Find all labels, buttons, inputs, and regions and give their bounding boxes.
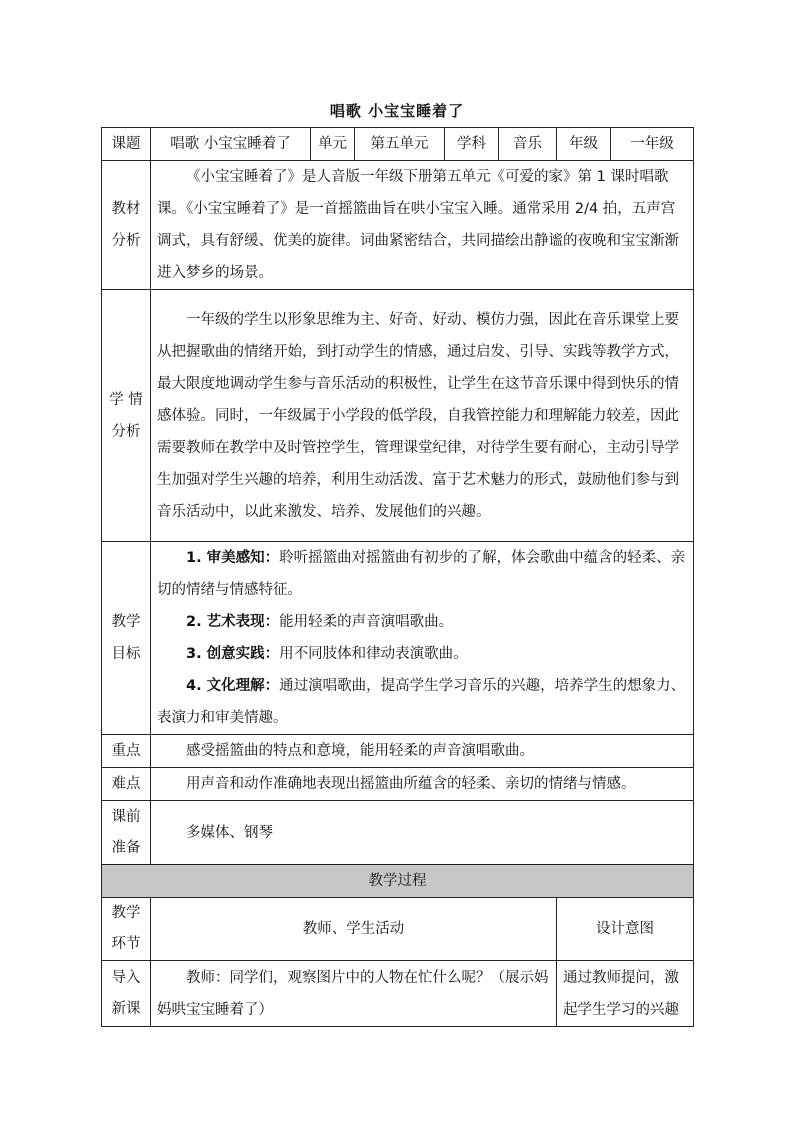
textbook-analysis-text: 《小宝宝睡着了》是人音版一年级下册第五单元《可爱的家》第 1 课时唱歌课。《小宝宝睡着了》是一首摇篮曲旨在哄小宝宝入睡。通常采用 2/4 拍，五声宫调式，具有舒缓、优美的旋律。词曲紧密结合，共同描绘出静谧的夜晚和宝宝渐渐进入梦乡的场景。 <box>151 161 694 290</box>
process-stage-header-line2: 环节 <box>111 936 141 952</box>
objective-text: 聆听摇篮曲对摇篮曲有初步的了解，体会歌曲中蕴含的轻柔、亲切的情绪与情感特征。 <box>157 550 686 598</box>
preparation-label-line2: 准备 <box>111 839 141 856</box>
lesson-plan-table <box>101 127 694 1027</box>
key-point-text: 感受摇篮曲的特点和意境，能用轻柔的声音演唱歌曲。 <box>151 735 694 768</box>
objectives-label <box>102 542 151 735</box>
textbook-analysis-label <box>102 161 151 290</box>
preparation-row <box>102 801 694 865</box>
objective-heading: 1. 审美感知： <box>186 550 280 566</box>
process-intent: 通过教师提问，激起学生学习的兴趣 <box>557 961 694 1027</box>
objective-item <box>157 670 687 734</box>
objective-item <box>157 638 687 670</box>
objective-text: 通过演唱歌曲，提高学生学习音乐的兴趣，培养学生的想象力、表演力和审美情趣。 <box>157 678 686 726</box>
key-point-label: 重点 <box>102 735 151 768</box>
objective-heading: 3. 创意实践： <box>186 646 280 662</box>
process-header-row <box>102 865 694 898</box>
textbook-analysis-label-line2: 分析 <box>111 233 141 249</box>
difficulty-text: 用声音和动作准确地表现出摇篮曲所蕴含的轻柔、亲切的情绪与情感。 <box>151 768 694 801</box>
process-stage-header-line1: 教学 <box>111 905 141 921</box>
process-stage-line1: 导入 <box>111 969 141 986</box>
student-analysis-row <box>102 290 694 542</box>
unit-value: 第五单元 <box>355 128 445 161</box>
objectives-list <box>151 542 694 735</box>
subject-label: 学科 <box>445 128 499 161</box>
student-analysis-text: 一年级的学生以形象思维为主、好奇、好动、模仿力强，因此在音乐课堂上要从把握歌曲的情绪开始，到打动学生的情感，通过启发、引导、实践等教学方式，最大限度地调动学生参与音乐活动的积极性，让学生在这节音乐课中得到快乐的情感体验。同时，一年级属于小学段的低学段，自我管控能力和理解能力较差，因此需要教师在教学中及时管控学生，管理课堂纪律，对待学生要有耐心，主动引导学生加强对学生兴趣的培养，利用生动活泼、富于艺术魅力的形式，鼓励他们参与到音乐活动中，以此来激发、培养、发展他们的兴趣。 <box>151 290 694 542</box>
preparation-text: 多媒体、钢琴 <box>151 801 694 865</box>
process-stage-header <box>102 898 151 961</box>
lesson-value: 唱歌 小宝宝睡着了 <box>151 128 311 161</box>
objective-text: 用不同肢体和律动表演歌曲。 <box>279 646 468 662</box>
process-stage <box>102 961 151 1027</box>
process-stage-line2: 新课 <box>111 1000 141 1017</box>
grade-label: 年级 <box>557 128 611 161</box>
process-activity: 教师：同学们，观察图片中的人物在忙什么呢？（展示妈妈哄宝宝睡着了） <box>151 961 557 1027</box>
process-columns-row <box>102 898 694 961</box>
preparation-label <box>102 801 151 865</box>
student-analysis-label <box>102 290 151 542</box>
objectives-label-line1: 教学 <box>111 614 141 630</box>
textbook-analysis-row <box>102 161 694 290</box>
key-point-row <box>102 735 694 768</box>
unit-label: 单元 <box>311 128 355 161</box>
lesson-label: 课题 <box>102 128 151 161</box>
objectives-label-line2: 目标 <box>111 646 141 662</box>
process-activity-header: 教师、学生活动 <box>151 898 557 961</box>
textbook-analysis-label-line1: 教材 <box>111 201 141 217</box>
process-title: 教学过程 <box>102 865 694 898</box>
page-title: 唱歌 小宝宝睡着了 <box>329 102 465 120</box>
objective-heading: 4. 文化理解： <box>186 678 280 694</box>
difficulty-row <box>102 768 694 801</box>
preparation-label-line1: 课前 <box>111 808 141 825</box>
student-analysis-label-line1: 学 情 <box>109 391 143 408</box>
objective-item <box>157 542 687 606</box>
subject-value: 音乐 <box>499 128 557 161</box>
process-intent-header: 设计意图 <box>557 898 694 961</box>
objective-text: 能用轻柔的声音演唱歌曲。 <box>279 614 454 630</box>
header-row <box>102 128 694 161</box>
objective-item <box>157 606 687 638</box>
process-row <box>102 961 694 1027</box>
difficulty-label: 难点 <box>102 768 151 801</box>
grade-value: 一年级 <box>611 128 694 161</box>
objectives-row <box>102 542 694 735</box>
student-analysis-label-line2: 分析 <box>111 423 141 440</box>
objective-heading: 2. 艺术表现： <box>186 614 280 630</box>
